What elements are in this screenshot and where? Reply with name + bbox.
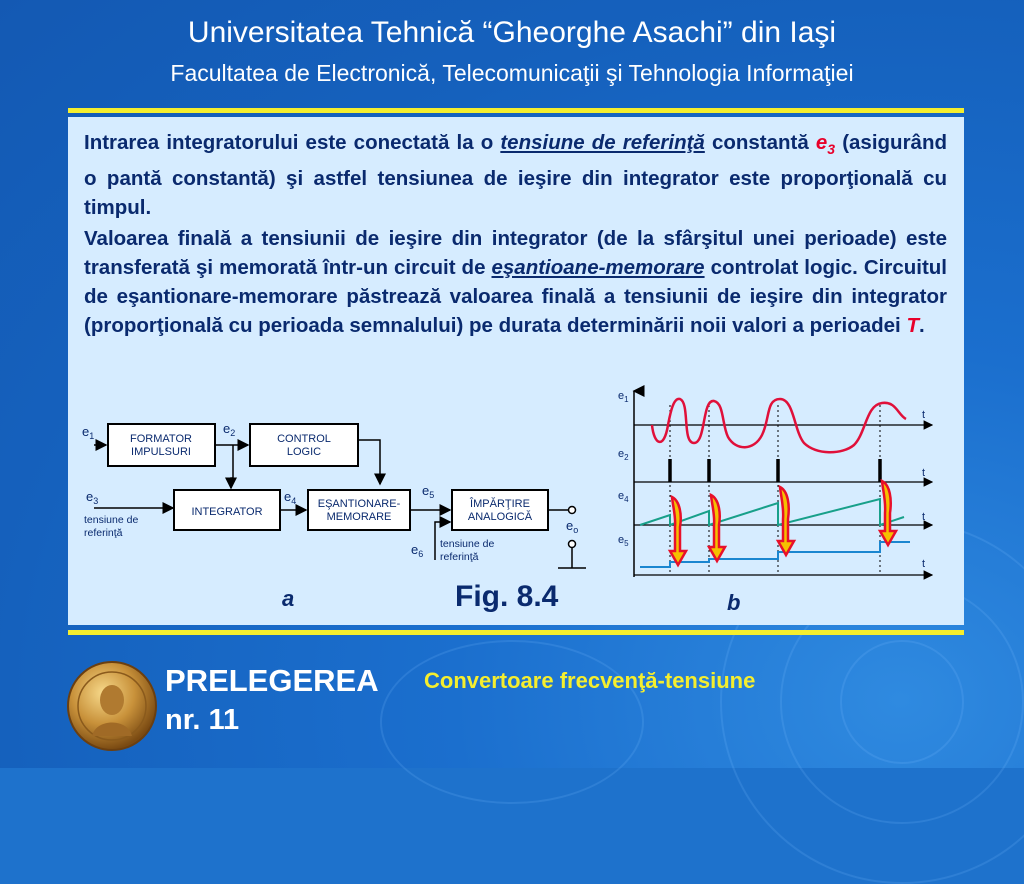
signal-e6: $e_6$	[411, 542, 424, 559]
trace-e2-label: $e_2$	[618, 448, 629, 462]
term-sample-hold: eşantioane-memorare	[491, 256, 705, 279]
time-axis-label: t	[922, 467, 926, 479]
bottom-divider	[68, 630, 964, 635]
lecture-title: PRELEGEREA	[165, 663, 379, 698]
symbol-T: T	[906, 314, 919, 337]
block-diagram	[68, 400, 598, 580]
subfigure-label-b: b	[727, 590, 741, 615]
signal-e2: $e_2$	[223, 421, 236, 438]
ripple-decoration	[840, 640, 964, 764]
university-title: Universitatea Tehnică “Gheorghe Asachi” din Iaşi	[187, 16, 837, 49]
course-title: Convertoare frecvenţă-tensiune	[424, 668, 756, 693]
trace-e4-label: $e_4$	[618, 490, 629, 504]
block-formator	[108, 424, 215, 466]
signal-e1: $e_1$	[82, 424, 95, 441]
figure-caption: Fig. 8.4	[455, 580, 559, 613]
signal-e4: $e_4$	[284, 489, 297, 506]
timing-diagram	[610, 385, 940, 585]
formator-label: IMPULSURI	[131, 446, 191, 458]
time-axis-label: t	[922, 511, 926, 523]
trace-e1-label: $e_1$	[618, 390, 629, 404]
university-medal-logo	[66, 660, 158, 752]
subfigure-label-a: a	[282, 586, 295, 611]
divider-label: ÎMPĂRŢIRE	[470, 498, 530, 510]
block-control-logic	[250, 424, 358, 466]
top-divider	[68, 108, 964, 113]
reference-label: referinţă	[84, 527, 123, 539]
trace-e5-label: $e_5$	[618, 534, 629, 548]
sample-hold-label: EŞANTIONARE-	[317, 498, 401, 510]
lecture-number: nr. 11	[165, 704, 240, 736]
divider-label: ANALOGICĂ	[467, 511, 533, 523]
block-sample-hold	[308, 490, 410, 530]
term-reference-voltage: tensiune de referinţă	[500, 131, 705, 154]
reference-label: tensiune de	[84, 514, 139, 526]
formator-label: FORMATOR	[130, 433, 192, 445]
ripple-decoration	[380, 640, 644, 804]
sample-hold-label: MEMORARE	[326, 511, 392, 523]
signal-e5: $e_5$	[422, 483, 435, 500]
reference-label: tensiune de	[440, 538, 495, 550]
time-axis-label: t	[922, 409, 926, 421]
reference-label: referinţă	[440, 551, 479, 563]
faculty-title: Facultatea de Electronică, Telecomunicaţii şi Tehnologia Informaţiei	[170, 60, 854, 86]
signal-eo: $e_o$	[566, 518, 579, 535]
control-label: CONTROL	[277, 433, 331, 445]
block-analog-divider	[452, 490, 548, 530]
time-axis-label: t	[922, 558, 926, 570]
paragraph-reference-voltage: Intrarea integratorului este conectată la o tensiune de referinţă constantă $e_3$ (asigurând o pantă constantă) şi astfel tensiunea de ieşire din integrator este proporţională cu timpul.	[84, 131, 947, 220]
signal-e3: $e_3$	[86, 489, 99, 506]
symbol-e3: $e_3$	[815, 131, 836, 158]
integrator-label: INTEGRATOR	[191, 506, 263, 518]
control-label: LOGIC	[286, 446, 322, 458]
paragraph-sample-hold: Valoarea finală a tensiunii de ieşire din integrator (de la sfârşitul unei perioade) este transferată şi memorată într-un circuit de eşantioane-memorare controlat logic. Circuitul de eşantionare-memorare păstrează valoarea finală a tensiunii de ieşire din integrator (proporţională cu perioada semnalului) pe durata determinării noii valori a perioadei T.	[84, 227, 947, 337]
